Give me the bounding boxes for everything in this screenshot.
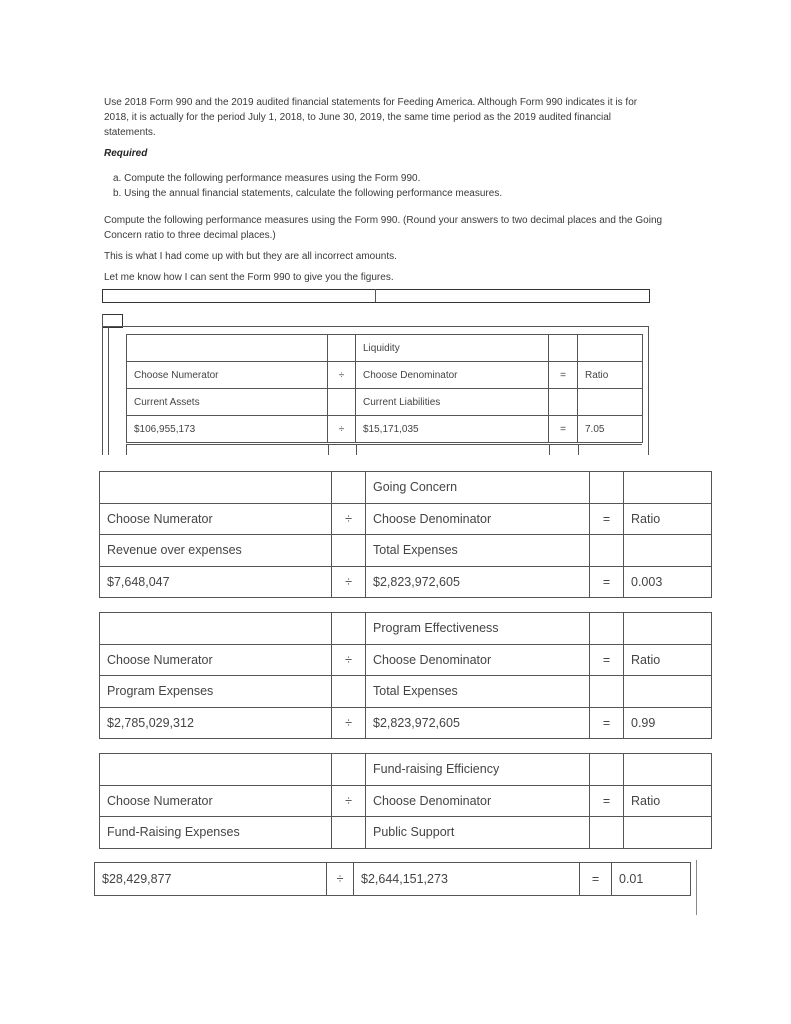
going-concern-choose-numerator[interactable]: Choose Numerator bbox=[100, 503, 332, 535]
program-effectiveness-ratio-value[interactable]: 0.99 bbox=[624, 707, 712, 739]
liquidity-choose-denominator[interactable]: Choose Denominator bbox=[356, 362, 549, 389]
divide-symbol: ÷ bbox=[327, 863, 354, 896]
divide-symbol: ÷ bbox=[328, 362, 356, 389]
note-send-form: Let me know how I can sent the Form 990 to give you the figures. bbox=[104, 272, 394, 283]
fundraising-efficiency-ratio-value[interactable]: 0.01 bbox=[612, 863, 691, 896]
equals-symbol: = bbox=[590, 503, 624, 535]
liquidity-stub-line bbox=[549, 444, 550, 455]
liquidity-title: Liquidity bbox=[356, 335, 549, 362]
program-effectiveness-numerator-name[interactable]: Program Expenses bbox=[100, 676, 332, 708]
equals-symbol: = bbox=[590, 707, 624, 739]
fundraising-efficiency-table bbox=[99, 753, 712, 849]
fundraising-efficiency-ratio-label: Ratio bbox=[624, 785, 712, 817]
program-effectiveness-denominator-name[interactable]: Total Expenses bbox=[366, 676, 590, 708]
liquidity-frame-left-inner bbox=[108, 326, 109, 455]
fundraising-efficiency-title: Fund-raising Efficiency bbox=[366, 754, 590, 786]
instructions-paragraph: Compute the following performance measures using the Form 990. (Round your answers to two decimal places and the Going Concern ratio to three decimal places.) bbox=[104, 215, 663, 241]
liquidity-stub-line bbox=[126, 444, 127, 455]
liquidity-frame-right bbox=[648, 326, 649, 455]
liquidity-denominator-value[interactable]: $15,171,035 bbox=[356, 416, 549, 443]
fundraising-efficiency-choose-numerator[interactable]: Choose Numerator bbox=[100, 785, 332, 817]
fundraising-efficiency-denominator-name[interactable]: Public Support bbox=[366, 817, 590, 849]
program-effectiveness-denominator-value[interactable]: $2,823,972,605 bbox=[366, 707, 590, 739]
liquidity-choose-numerator[interactable]: Choose Numerator bbox=[127, 362, 328, 389]
going-concern-numerator-value[interactable]: $7,648,047 bbox=[100, 566, 332, 598]
equals-symbol: = bbox=[549, 416, 578, 443]
going-concern-denominator-name[interactable]: Total Expenses bbox=[366, 535, 590, 567]
program-effectiveness-table bbox=[99, 612, 712, 739]
divide-symbol: ÷ bbox=[332, 566, 366, 598]
liquidity-stub-line bbox=[356, 444, 357, 455]
liquidity-numerator-value[interactable]: $106,955,173 bbox=[127, 416, 328, 443]
liquidity-stub-line bbox=[328, 444, 329, 455]
header-bar-divider bbox=[375, 289, 376, 302]
intro-paragraph: Use 2018 Form 990 and the 2019 audited financial statements for Feeding America. Although Form 990 indicates it is for 2018, it is actually for the period July 1, 2018, to June 30, 2019, the same time period as the 2019 audited financial statements. bbox=[104, 97, 638, 138]
fundraising-efficiency-values-table bbox=[94, 862, 691, 896]
liquidity-ratio-label: Ratio bbox=[578, 362, 643, 389]
fundraising-efficiency-numerator-name[interactable]: Fund-Raising Expenses bbox=[100, 817, 332, 849]
task-a: a. Compute the following performance measures using the Form 990. bbox=[113, 173, 421, 184]
program-effectiveness-title: Program Effectiveness bbox=[366, 613, 590, 645]
fundraising-efficiency-numerator-value[interactable]: $28,429,877 bbox=[95, 863, 327, 896]
liquidity-bottom-rule bbox=[126, 444, 642, 445]
going-concern-title: Going Concern bbox=[366, 472, 590, 504]
divide-symbol: ÷ bbox=[332, 707, 366, 739]
program-effectiveness-choose-denominator[interactable]: Choose Denominator bbox=[366, 644, 590, 676]
equals-symbol: = bbox=[590, 785, 624, 817]
empty-header-bar bbox=[102, 289, 650, 303]
going-concern-choose-denominator[interactable]: Choose Denominator bbox=[366, 503, 590, 535]
liquidity-denominator-name[interactable]: Current Liabilities bbox=[356, 389, 549, 416]
divide-symbol: ÷ bbox=[332, 644, 366, 676]
fundraising-efficiency-denominator-value[interactable]: $2,644,151,273 bbox=[354, 863, 580, 896]
required-label: Required bbox=[104, 148, 148, 159]
fundraising-efficiency-choose-denominator[interactable]: Choose Denominator bbox=[366, 785, 590, 817]
going-concern-ratio-label: Ratio bbox=[624, 503, 712, 535]
going-concern-table bbox=[99, 471, 712, 598]
liquidity-table bbox=[126, 334, 643, 443]
liquidity-frame-left bbox=[102, 314, 103, 455]
equals-symbol: = bbox=[590, 644, 624, 676]
liquidity-ratio-value[interactable]: 7.05 bbox=[578, 416, 643, 443]
liquidity-stub-line bbox=[578, 444, 579, 455]
liquidity-frame-top bbox=[102, 326, 649, 327]
divide-symbol: ÷ bbox=[328, 416, 356, 443]
fundraising-trailing-rule bbox=[696, 860, 697, 915]
task-b: b. Using the annual financial statements, calculate the following performance measures. bbox=[113, 188, 503, 199]
equals-symbol: = bbox=[549, 362, 578, 389]
going-concern-ratio-value[interactable]: 0.003 bbox=[624, 566, 712, 598]
liquidity-numerator-name[interactable]: Current Assets bbox=[127, 389, 328, 416]
going-concern-denominator-value[interactable]: $2,823,972,605 bbox=[366, 566, 590, 598]
note-incorrect: This is what I had come up with but they are all incorrect amounts. bbox=[104, 251, 397, 262]
task-list bbox=[113, 171, 502, 201]
equals-symbol: = bbox=[590, 566, 624, 598]
equals-symbol: = bbox=[580, 863, 612, 896]
divide-symbol: ÷ bbox=[332, 785, 366, 817]
divide-symbol: ÷ bbox=[332, 503, 366, 535]
going-concern-numerator-name[interactable]: Revenue over expenses bbox=[100, 535, 332, 567]
program-effectiveness-choose-numerator[interactable]: Choose Numerator bbox=[100, 644, 332, 676]
program-effectiveness-ratio-label: Ratio bbox=[624, 644, 712, 676]
program-effectiveness-numerator-value[interactable]: $2,785,029,312 bbox=[100, 707, 332, 739]
